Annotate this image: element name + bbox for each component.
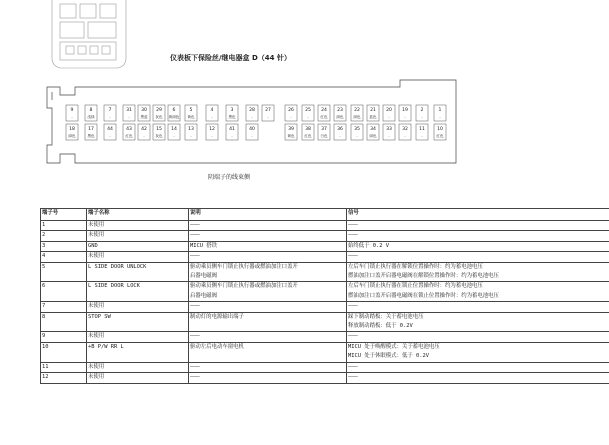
table-row xyxy=(41,221,609,231)
cavity-wire-color: - xyxy=(173,134,175,138)
cavity-wire-color: - xyxy=(211,115,213,119)
cell-desc xyxy=(189,241,347,251)
desc-line: 驱动乘员侧车门锁止执行器或燃油加注口盖开 xyxy=(190,263,298,270)
cavity-number: 12 xyxy=(209,127,215,132)
connector-title: 仪表板下保险丝/继电器盒 D（44 针） xyxy=(170,54,291,62)
cavity-number: 7 xyxy=(108,108,112,113)
table-row xyxy=(41,312,609,332)
cavity-number: 44 xyxy=(107,127,113,132)
desc-line: ——— xyxy=(190,333,200,340)
cell-signal xyxy=(347,252,609,262)
cavity-25 xyxy=(302,105,314,121)
cell-signal xyxy=(347,312,609,332)
cavity-number: 38 xyxy=(305,127,311,132)
cavity-number: 25 xyxy=(305,108,311,113)
cavity-19 xyxy=(399,105,411,121)
table-row xyxy=(41,362,609,372)
header-pin: 端子号 xyxy=(41,209,87,221)
cell-pin: 9 xyxy=(41,332,87,342)
cavity-number: 28 xyxy=(249,108,255,113)
cavity-number: 23 xyxy=(337,108,343,113)
desc-line: ——— xyxy=(190,253,200,260)
cavity-17 xyxy=(85,124,97,140)
cavity-wire-color: 黑蓝 xyxy=(140,115,148,119)
cavity-number: 35 xyxy=(354,127,360,132)
cell-desc xyxy=(189,231,347,241)
cell-name: GND xyxy=(87,241,189,251)
cavity-number: 5 xyxy=(189,108,193,113)
table-row xyxy=(41,332,609,342)
cell-name: 未使用 xyxy=(87,362,189,372)
cell-pin: 6 xyxy=(41,282,87,302)
cavity-7 xyxy=(104,105,116,121)
cavity-number: 39 xyxy=(288,127,294,132)
signal-line: 释放制动踏板：低于 0.2V xyxy=(348,323,413,330)
cavity-number: 2 xyxy=(420,108,424,113)
signal-line: ——— xyxy=(348,374,358,381)
cell-name: 未使用 xyxy=(87,231,189,241)
cavity-wire-color: - xyxy=(439,115,441,119)
cavity-39 xyxy=(285,124,297,140)
cavity-number: 1 xyxy=(438,108,442,113)
cavity-wire-color: - xyxy=(267,115,269,119)
cavity-number: 34 xyxy=(370,127,376,132)
signal-line: ——— xyxy=(348,363,358,370)
cavity-wire-color: - xyxy=(307,115,309,119)
cell-desc xyxy=(189,252,347,262)
cavity-number: 26 xyxy=(288,108,294,113)
signal-line: 始终低于 0.2 V xyxy=(348,242,390,249)
header-desc: 说明 xyxy=(189,209,347,221)
signal-line: ——— xyxy=(348,253,358,260)
cell-signal xyxy=(347,362,609,372)
desc-line: ——— xyxy=(190,303,200,310)
cell-name: L SIDE DOOR LOCK xyxy=(87,282,189,302)
signal-line: MICU 处于唤醒模式：关于蓄电池电压 xyxy=(348,343,440,350)
cavity-1 xyxy=(434,105,446,121)
signal-line: 左后车门锁止执行器在锁止位置操作时：约为蓄电池电压 xyxy=(348,283,483,290)
cavity-14 xyxy=(168,124,180,140)
table-row xyxy=(41,252,609,262)
cell-pin: 10 xyxy=(41,342,87,362)
cell-signal xyxy=(347,262,609,282)
cavity-wire-color: 灰色 xyxy=(155,134,163,138)
cavity-number: 19 xyxy=(402,108,408,113)
signal-line: ——— xyxy=(348,232,358,239)
cavity-wire-color: 白色 xyxy=(320,134,328,138)
cavity-number: 21 xyxy=(370,108,376,113)
cell-desc xyxy=(189,221,347,231)
signal-line: ——— xyxy=(348,222,358,228)
cavity-wire-color: 黄色 xyxy=(187,115,195,119)
cavity-5 xyxy=(185,105,197,121)
cavity-number: 17 xyxy=(88,127,94,132)
table-row xyxy=(41,231,609,241)
cavity-number: 13 xyxy=(188,127,194,132)
cell-name: L SIDE DOOR UNLOCK xyxy=(87,262,189,282)
connector-cavities-top xyxy=(66,105,446,121)
table-row xyxy=(41,262,609,282)
desc-line: ——— xyxy=(190,232,200,239)
cavity-wire-color: - xyxy=(388,115,390,119)
cavity-32 xyxy=(399,124,411,140)
desc-line: 启器电磁阀 xyxy=(190,273,217,280)
cavity-wire-color: - xyxy=(190,134,192,138)
cavity-wire-color: - xyxy=(71,115,73,119)
cavity-29 xyxy=(153,105,165,121)
cavity-wire-color: 红色 xyxy=(125,134,133,138)
desc-line: ——— xyxy=(190,222,200,228)
cavity-number: 36 xyxy=(337,127,343,132)
desc-line: MICU 搭铁 xyxy=(190,242,218,249)
cavity-number: 15 xyxy=(156,127,162,132)
cell-name: +B P/W RR L xyxy=(87,342,189,362)
cell-desc xyxy=(189,362,347,372)
desc-line: 制动灯的电源输出端子 xyxy=(190,313,244,320)
cavity-27 xyxy=(262,105,274,121)
signal-line: 踩下制动踏板：关于蓄电池电压 xyxy=(348,313,424,320)
cavity-6 xyxy=(168,105,180,121)
cavity-wire-color: 黄色 xyxy=(287,134,295,138)
connector-outline xyxy=(47,80,456,163)
cavity-wire-color: 黄绿色 xyxy=(168,115,180,119)
table-row xyxy=(41,373,609,383)
cell-desc xyxy=(189,282,347,302)
cavity-15 xyxy=(153,124,165,140)
cavity-23 xyxy=(334,105,346,121)
cavity-wire-color: 灰色 xyxy=(155,115,163,119)
cavity-wire-color: - xyxy=(404,115,406,119)
cavity-number: 33 xyxy=(386,127,392,132)
cell-signal xyxy=(347,302,609,312)
cavity-12 xyxy=(206,124,218,140)
table-row xyxy=(41,241,609,251)
cell-name: 未使用 xyxy=(87,221,189,231)
cell-signal xyxy=(347,373,609,383)
cell-signal xyxy=(347,332,609,342)
cavity-number: 18 xyxy=(69,127,75,132)
desc-line: ——— xyxy=(190,374,200,381)
fuse-box-thumbnail xyxy=(52,0,126,68)
cavity-wire-color: - xyxy=(356,134,358,138)
cell-desc xyxy=(189,332,347,342)
cavity-35 xyxy=(351,124,363,140)
cavity-9 xyxy=(66,105,78,121)
cavity-13 xyxy=(185,124,197,140)
cell-name: 未使用 xyxy=(87,302,189,312)
cavity-wire-color: - xyxy=(421,134,423,138)
cavity-number: 4 xyxy=(210,108,214,113)
cavity-43 xyxy=(123,124,135,140)
cavity-wire-color: 黑色 xyxy=(228,115,236,119)
connector-cavities-bottom xyxy=(66,124,446,140)
cell-pin: 2 xyxy=(41,231,87,241)
connector-caption: 阴端子的线束侧 xyxy=(208,174,251,181)
cell-pin: 1 xyxy=(41,221,87,231)
cavity-number: 22 xyxy=(354,108,360,113)
signal-line: 燃油加注口盖开启器电磁阀在解锁位置操作时：约为蓄电池电压 xyxy=(348,273,499,280)
cavity-number: 42 xyxy=(141,127,147,132)
cavity-wire-color: 绿色 xyxy=(369,134,377,138)
cavity-18 xyxy=(66,124,78,140)
signal-line: ——— xyxy=(348,333,358,340)
cavity-24 xyxy=(318,105,330,121)
cavity-number: 3 xyxy=(230,108,234,113)
cavity-wire-color: - xyxy=(404,134,406,138)
cell-name: 未使用 xyxy=(87,332,189,342)
cell-pin: 8 xyxy=(41,312,87,332)
cavity-20 xyxy=(383,105,395,121)
cavity-11 xyxy=(416,124,428,140)
signal-line: ——— xyxy=(348,303,358,310)
signal-line: 左后车门锁止执行器在解锁位置操作时：约为蓄电池电压 xyxy=(348,263,483,270)
cavity-wire-color: - xyxy=(251,134,253,138)
cavity-4 xyxy=(206,105,218,121)
cell-signal xyxy=(347,342,609,362)
cavity-wire-color: - xyxy=(251,115,253,119)
cell-pin: 11 xyxy=(41,362,87,372)
signal-line: MICU 处于休眠模式：低于 0.2V xyxy=(348,353,429,360)
cavity-number: 8 xyxy=(89,108,93,113)
cell-pin: 7 xyxy=(41,302,87,312)
cavity-37 xyxy=(318,124,330,140)
cavity-number: 10 xyxy=(437,127,443,132)
cell-desc xyxy=(189,373,347,383)
cavity-number: 37 xyxy=(321,127,327,132)
cavity-34 xyxy=(367,124,379,140)
table-row xyxy=(41,342,609,362)
header-signal: 信号 xyxy=(347,209,609,221)
table-row xyxy=(41,282,609,302)
cavity-30 xyxy=(138,105,150,121)
cell-pin: 5 xyxy=(41,262,87,282)
cavity-wire-color: - xyxy=(290,115,292,119)
cavity-number: 14 xyxy=(171,127,177,132)
cell-signal xyxy=(347,241,609,251)
cavity-number: 30 xyxy=(141,108,147,113)
cavity-wire-color: 红色 xyxy=(320,115,328,119)
cavity-wire-color: 绿色 xyxy=(68,134,76,138)
cavity-wire-color: 绿色 xyxy=(353,115,361,119)
cell-desc xyxy=(189,262,347,282)
cavity-wire-color: - xyxy=(388,134,390,138)
cavity-3 xyxy=(226,105,238,121)
cell-desc xyxy=(189,342,347,362)
cell-desc xyxy=(189,312,347,332)
desc-line: 驱动乘员侧车门锁止执行器或燃油加注口盖开 xyxy=(190,283,298,290)
cell-name: STOP SW xyxy=(87,312,189,332)
cavity-number: 31 xyxy=(126,108,132,113)
cavity-wire-color: - xyxy=(109,115,111,119)
cavity-number: 9 xyxy=(70,108,74,113)
connector-diagram xyxy=(0,0,609,200)
cavity-wire-color: - xyxy=(211,134,213,138)
cavity-10 xyxy=(434,124,446,140)
cavity-wire-color: 黑色 xyxy=(87,134,95,138)
cell-name: 未使用 xyxy=(87,252,189,262)
terminal-table xyxy=(40,208,609,384)
cavity-number: 29 xyxy=(156,108,162,113)
cell-pin: 4 xyxy=(41,252,87,262)
cavity-21 xyxy=(367,105,379,121)
cavity-number: 40 xyxy=(249,127,255,132)
cavity-42 xyxy=(138,124,150,140)
header-name: 端子名称 xyxy=(87,209,189,221)
cavity-41 xyxy=(226,124,238,140)
cavity-wire-color: - xyxy=(143,134,145,138)
cavity-31 xyxy=(123,105,135,121)
cavity-wire-color: - xyxy=(231,134,233,138)
cavity-number: 20 xyxy=(386,108,392,113)
cavity-8 xyxy=(85,105,97,121)
cell-signal xyxy=(347,231,609,241)
cavity-wire-color: 浅绿 xyxy=(87,115,95,119)
table-row xyxy=(41,302,609,312)
cavity-36 xyxy=(334,124,346,140)
cavity-wire-color: - xyxy=(421,115,423,119)
cavity-26 xyxy=(285,105,297,121)
cell-signal xyxy=(347,221,609,231)
desc-line: 驱动左后电动车窗电机 xyxy=(190,343,244,350)
cavity-wire-color: - xyxy=(339,134,341,138)
cavity-33 xyxy=(383,124,395,140)
cell-pin: 3 xyxy=(41,241,87,251)
cavity-wire-color: 红色 xyxy=(304,134,312,138)
cavity-number: 27 xyxy=(265,108,271,113)
cavity-wire-color: - xyxy=(109,134,111,138)
cavity-number: 32 xyxy=(402,127,408,132)
cavity-number: 11 xyxy=(419,127,425,132)
cavity-40 xyxy=(246,124,258,140)
desc-line: ——— xyxy=(190,363,200,370)
cavity-28 xyxy=(246,105,258,121)
cavity-wire-color: 红色 xyxy=(436,134,444,138)
signal-line: 燃油加注口盖开启器电磁阀在锁止位置操作时：约为蓄电池电压 xyxy=(348,292,499,299)
cell-signal xyxy=(347,282,609,302)
cavity-wire-color: 绿色 xyxy=(336,115,344,119)
cavity-wire-color: 蓝色 xyxy=(369,115,377,119)
cavity-number: 6 xyxy=(172,108,176,113)
cavity-number: 43 xyxy=(126,127,132,132)
cell-pin: 12 xyxy=(41,373,87,383)
cell-name: 未使用 xyxy=(87,373,189,383)
cavity-38 xyxy=(302,124,314,140)
cavity-number: 24 xyxy=(321,108,327,113)
cell-desc xyxy=(189,302,347,312)
cavity-wire-color: - xyxy=(128,115,130,119)
cavity-44 xyxy=(104,124,116,140)
cavity-number: 41 xyxy=(229,127,235,132)
table-header-row xyxy=(41,209,609,221)
desc-line: 启器电磁阀 xyxy=(190,292,217,299)
cavity-2 xyxy=(416,105,428,121)
cavity-22 xyxy=(351,105,363,121)
